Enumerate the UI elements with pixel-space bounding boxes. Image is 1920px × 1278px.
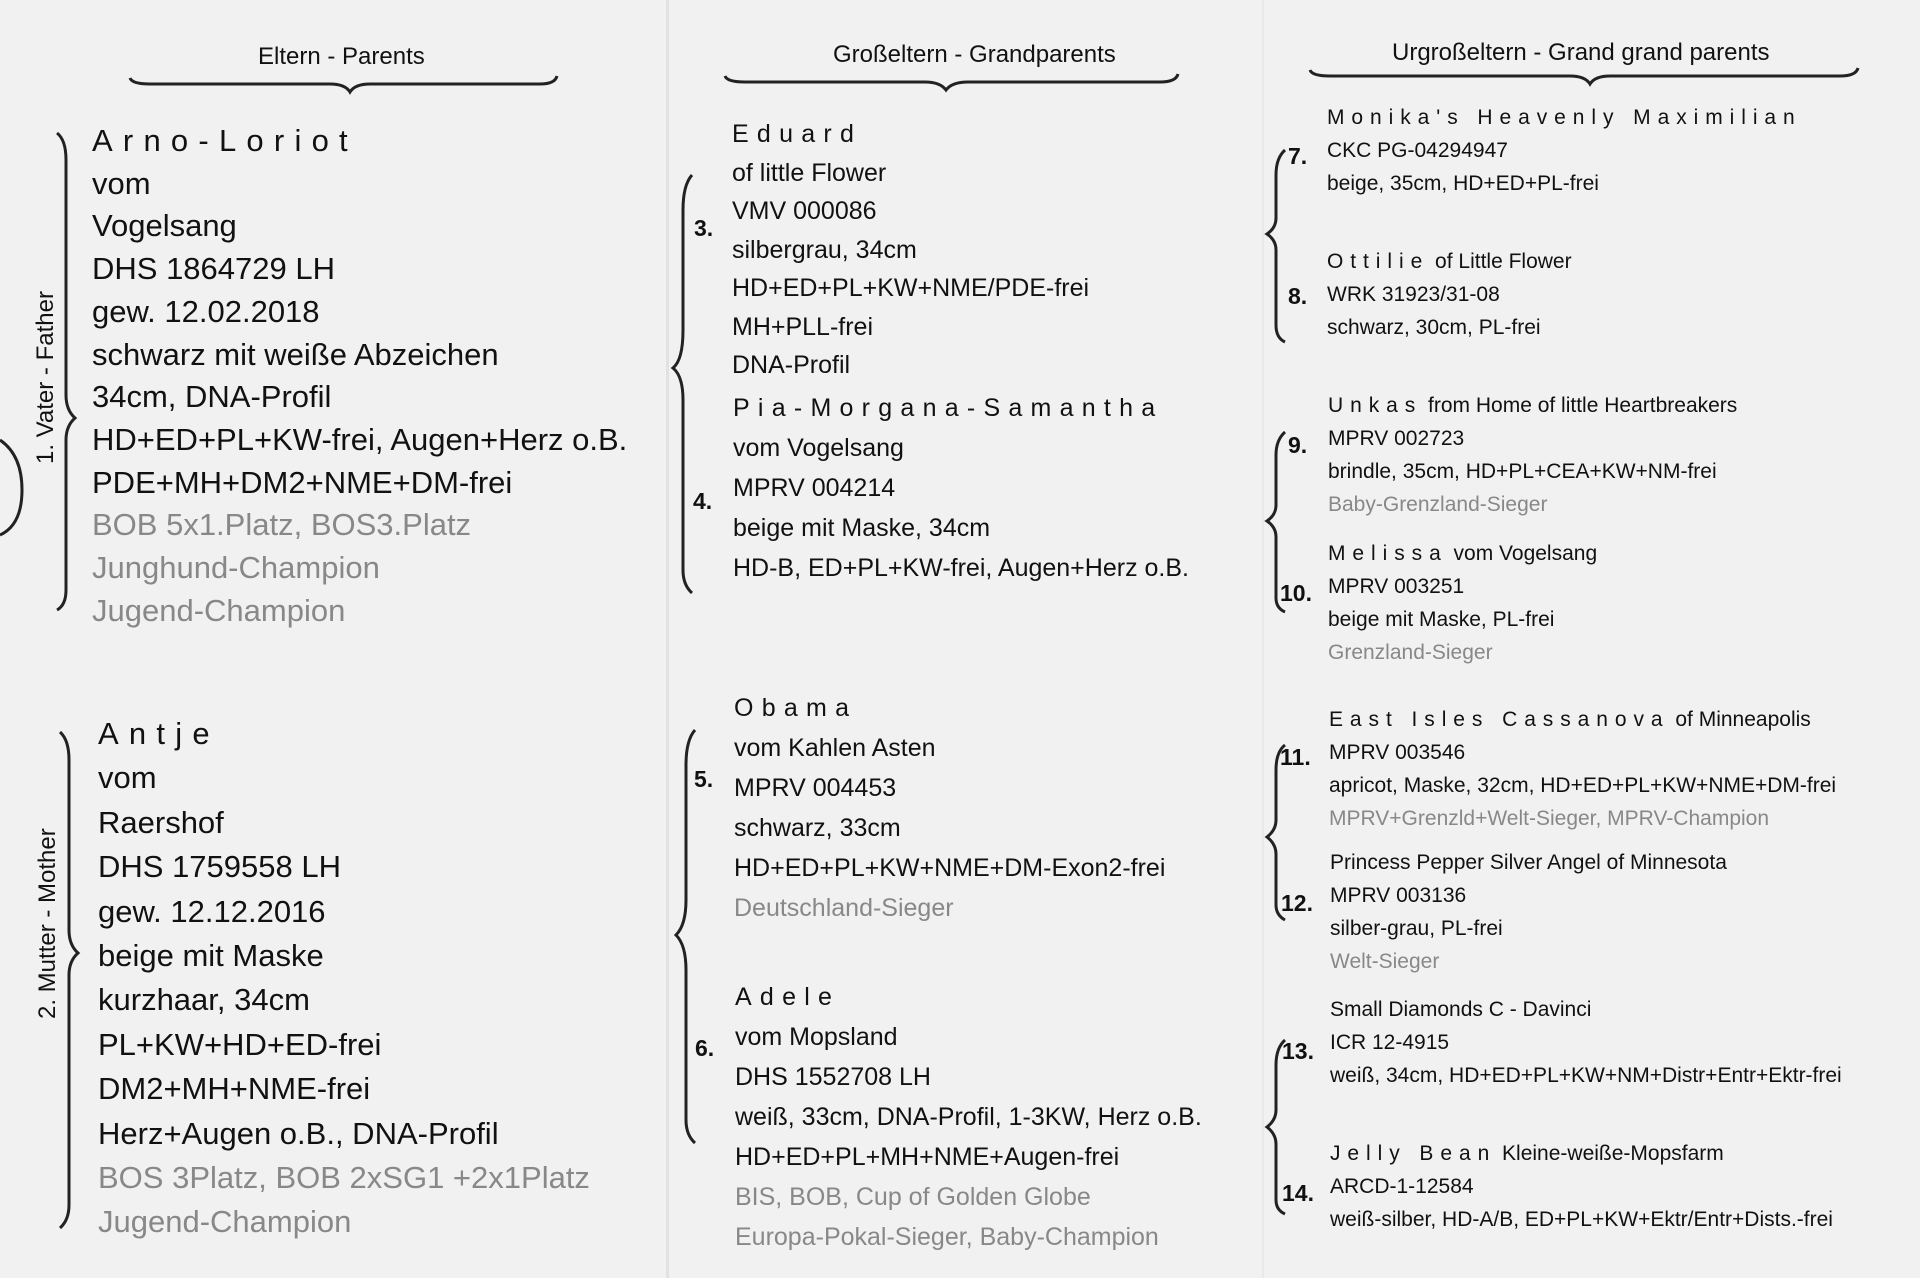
father-title: Junghund-Champion [92, 550, 380, 586]
gp-line: vom Vogelsang [733, 434, 904, 462]
header-brace-grandparents [725, 74, 1178, 90]
mother-line: PL+KW+HD+ED-frei [98, 1026, 382, 1062]
ggp-title: Grenzland-Sieger [1328, 641, 1493, 664]
gp-title: BIS, BOB, Cup of Golden Globe [735, 1183, 1091, 1211]
ggp-title: Welt-Sieger [1330, 950, 1440, 973]
ggp-line: MPRV 002723 [1328, 427, 1465, 450]
gp-line: DNA-Profil [732, 351, 851, 379]
great-grandparent-entry-11 [1329, 703, 1836, 835]
gp-line: MH+PLL-frei [732, 312, 874, 341]
gp-line: silbergrau, 34cm [732, 235, 917, 264]
ggp-name [1327, 101, 1802, 134]
ggp-line: schwarz, 30cm, PL-frei [1327, 316, 1541, 339]
ggp-number: 13. [1282, 1038, 1314, 1064]
ggp-line: MPRV 003546 [1329, 741, 1466, 764]
mother-line: Herz+Augen o.B., DNA-Profil [98, 1115, 499, 1151]
brace-gp-lower [676, 730, 695, 1143]
ggp-number: 14. [1282, 1180, 1314, 1206]
gp-line: MPRV 004214 [733, 474, 896, 502]
ggp-title: Baby-Grenzland-Sieger [1328, 493, 1548, 516]
grandparent-entry-3 [732, 115, 1089, 385]
gp-line: schwarz, 33cm [734, 814, 901, 842]
ggp-number: 12. [1281, 890, 1313, 916]
gp-line: beige mit Maske, 34cm [733, 514, 991, 542]
ggp-name-rest: of Minneapolis [1669, 708, 1811, 731]
gp-number: 3. [694, 215, 714, 241]
ggp-line: beige mit Maske, PL-frei [1328, 608, 1555, 631]
mother-name: Antje [98, 716, 220, 751]
gp-number: 6. [695, 1035, 715, 1061]
gp-line: vom Mopsland [735, 1023, 898, 1051]
gp-title: Europa-Pokal-Sieger, Baby-Champion [735, 1223, 1159, 1251]
father-line: Vogelsang [92, 208, 237, 244]
mother-line: vom [98, 760, 157, 796]
side-label-mother: 2. Mutter - Mother [34, 828, 61, 1019]
mother-title: BOS 3Platz, BOB 2xSG1 +2x1Platz [98, 1160, 590, 1196]
header-parents: Eltern - Parents [258, 43, 425, 70]
mother-line: kurzhaar, 34cm [98, 982, 310, 1018]
gp-line: MPRV 004453 [734, 774, 897, 802]
ggp-number: 9. [1288, 432, 1308, 458]
mother-line: Raershof [98, 804, 224, 840]
gp-line: HD+ED+PL+MH+NME+Augen-frei [735, 1143, 1120, 1171]
ggp-line: weiß, 34cm, HD+ED+PL+KW+NM+Distr+Entr+Ektr-frei [1330, 1064, 1842, 1087]
ggp-line: WRK 31923/31-08 [1327, 283, 1500, 306]
gp-line: vom Kahlen Asten [734, 734, 936, 762]
great-grandparent-entry-7 [1327, 101, 1802, 200]
gp-line: VMV 000086 [732, 197, 877, 225]
brace-fragment [0, 440, 22, 535]
ggp-name [1328, 389, 1737, 422]
mother-line: gew. 12.12.2016 [98, 893, 326, 929]
mother-line: DM2+MH+NME-frei [98, 1071, 371, 1107]
ggp-number: 8. [1288, 283, 1308, 309]
brace-gp-upper [673, 175, 692, 593]
ggp-name [1330, 1137, 1833, 1170]
father-line: DHS 1864729 LH [92, 251, 335, 287]
gp-line: HD-B, ED+PL+KW-frei, Augen+Herz o.B. [733, 554, 1189, 582]
ggp-name-spaced: Monika's Heavenly Maximilian [1327, 106, 1802, 129]
gp-line: of little Flower [732, 158, 887, 187]
great-grandparent-entry-12 [1330, 846, 1727, 978]
gp-line: DHS 1552708 LH [735, 1063, 931, 1091]
father-line: gew. 12.02.2018 [92, 293, 320, 329]
ggp-name-rest: Kleine-weiße-Mopsfarm [1496, 1142, 1724, 1165]
mother-title: Jugend-Champion [98, 1204, 352, 1240]
brace-ggp-7-8 [1267, 150, 1285, 342]
father-line: PDE+MH+DM2+NME+DM-frei [92, 464, 513, 500]
ggp-line: MPRV 003136 [1330, 884, 1467, 907]
ggp-line: MPRV 003251 [1328, 575, 1465, 598]
ggp-title: MPRV+Grenzld+Welt-Sieger, MPRV-Champion [1329, 807, 1770, 830]
gp-name: Adele [735, 983, 841, 1011]
father-entry [92, 120, 627, 632]
header-brace-parents [130, 76, 557, 92]
ggp-line: ARCD-1-12584 [1330, 1175, 1474, 1198]
great-grandparent-entry-14 [1330, 1137, 1833, 1236]
father-title: BOB 5x1.Platz, BOS3.Platz [92, 507, 472, 543]
ggp-line: ICR 12-4915 [1330, 1031, 1450, 1054]
great-grandparent-entry-13 [1330, 993, 1842, 1092]
mother-line: beige mit Maske [98, 938, 324, 974]
grandparent-entry-4 [733, 388, 1189, 588]
grandparent-entry-6 [735, 977, 1202, 1257]
ggp-number: 11. [1280, 744, 1311, 770]
great-grandparent-entry-10 [1328, 537, 1597, 669]
father-name: Arno-Loriot [92, 123, 358, 158]
grandparent-entry-5 [734, 688, 1165, 928]
gp-line: HD+ED+PL+KW+NME/PDE-frei [732, 274, 1090, 302]
gp-name: Pia-Morgana-Samantha [733, 394, 1164, 422]
ggp-name-spaced: Ottilie [1327, 250, 1430, 273]
father-line: 34cm, DNA-Profil [92, 379, 332, 415]
ggp-name [1327, 245, 1572, 278]
ggp-name-rest: vom Vogelsang [1447, 542, 1598, 565]
ggp-line: CKC PG-04294947 [1327, 139, 1508, 162]
ggp-name [1330, 846, 1727, 879]
header-great-grandparents: Urgroßeltern - Grand grand parents [1392, 39, 1770, 66]
father-title: Jugend-Champion [92, 592, 346, 628]
great-grandparent-entry-8 [1327, 245, 1572, 344]
ggp-name-rest: from Home of little Heartbreakers [1422, 394, 1738, 417]
ggp-name-spaced: East Isles Cassanova [1329, 708, 1670, 731]
gp-line: weiß, 33cm, DNA-Profil, 1-3KW, Herz o.B. [735, 1103, 1202, 1131]
gp-number: 4. [693, 488, 713, 514]
header-brace-great-grandparents [1310, 68, 1858, 84]
header-grandparents: Großeltern - Grandparents [833, 41, 1116, 68]
father-line: schwarz mit weiße Abzeichen [92, 336, 499, 372]
father-line: HD+ED+PL+KW-frei, Augen+Herz o.B. [92, 421, 628, 457]
ggp-name [1328, 537, 1597, 570]
ggp-line: brindle, 35cm, HD+PL+CEA+KW+NM-frei [1328, 460, 1717, 483]
gp-line: HD+ED+PL+KW+NME+DM-Exon2-frei [734, 854, 1166, 882]
ggp-number: 7. [1288, 143, 1308, 169]
ggp-line: beige, 35cm, HD+ED+PL-frei [1327, 172, 1599, 195]
ggp-line: apricot, Maske, 32cm, HD+ED+PL+KW+NME+DM-frei [1329, 774, 1837, 797]
gp-number: 5. [694, 766, 714, 792]
ggp-number: 10. [1280, 580, 1312, 606]
gp-name: Obama [734, 694, 858, 722]
ggp-name-spaced: Jelly Bean [1330, 1142, 1497, 1165]
ggp-name-rest: Small Diamonds C - Davinci [1330, 998, 1592, 1021]
side-label-father: 1. Vater - Father [32, 291, 59, 464]
ggp-name-rest: Princess Pepper Silver Angel of Minnesota [1330, 851, 1727, 874]
father-line: vom [92, 165, 151, 201]
ggp-line: silber-grau, PL-frei [1330, 917, 1503, 940]
ggp-name-spaced: Melissa [1328, 542, 1448, 565]
gp-name: Eduard [732, 120, 863, 148]
ggp-name [1329, 703, 1836, 736]
ggp-name [1330, 993, 1842, 1026]
great-grandparent-entry-9 [1328, 389, 1737, 521]
ggp-name-rest: of Little Flower [1429, 250, 1572, 273]
ggp-name-spaced: Unkas [1328, 394, 1423, 417]
gp-title: Deutschland-Sieger [734, 894, 954, 922]
mother-entry [98, 712, 590, 1245]
ggp-line: weiß-silber, HD-A/B, ED+PL+KW+Ektr/Entr+Dists.-frei [1330, 1208, 1833, 1231]
mother-line: DHS 1759558 LH [98, 849, 341, 885]
